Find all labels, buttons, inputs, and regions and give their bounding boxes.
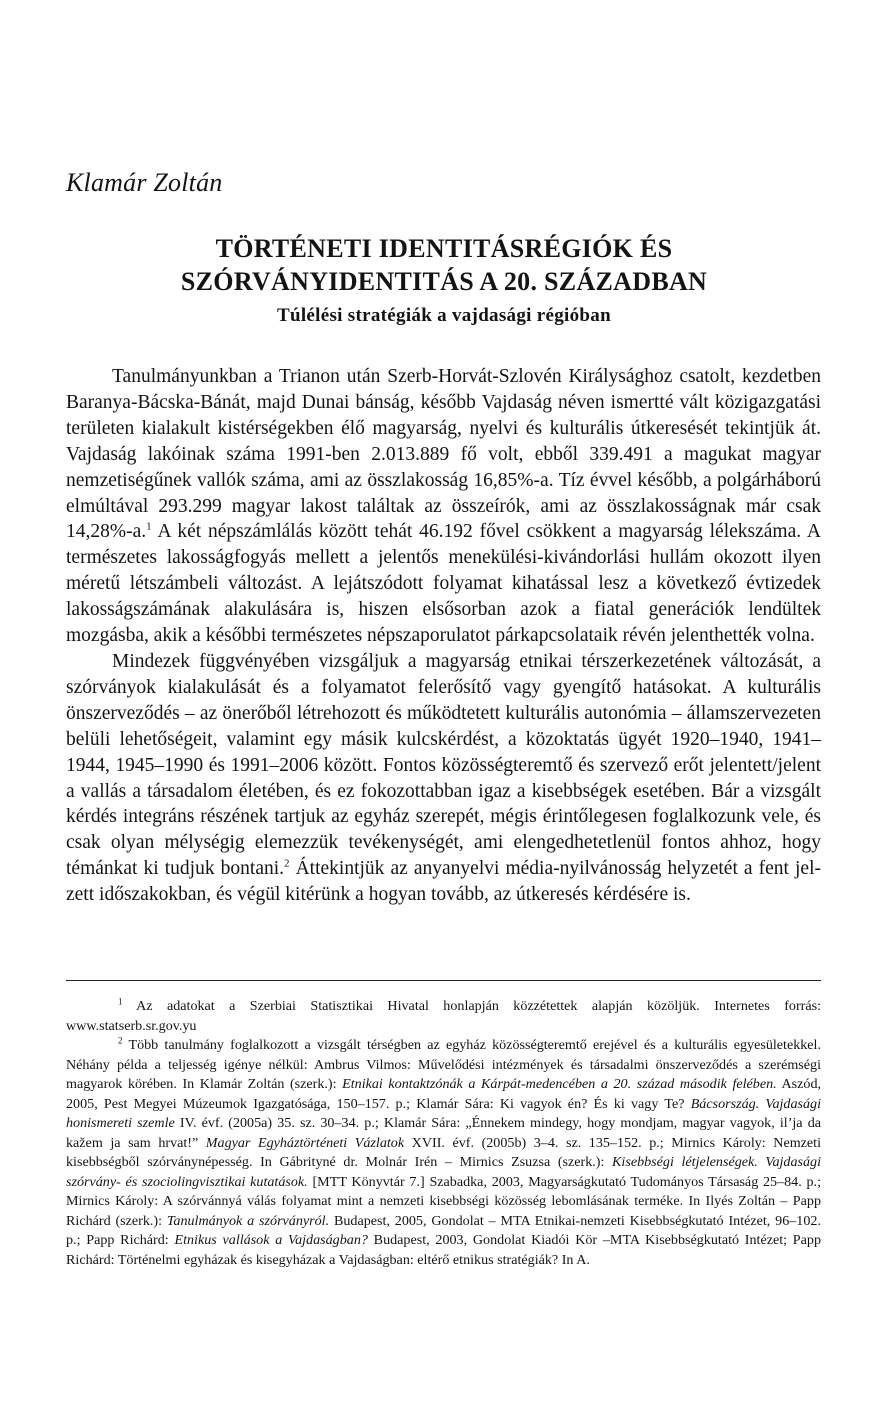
footnotes xyxy=(66,997,821,1270)
title-line-1: TÖRTÉNETI IDENTITÁSRÉGIÓK ÉS xyxy=(215,234,673,263)
footnote-2-italic: Etnikai kontaktzónák a Kárpát-medencében a 20. század második felében. xyxy=(342,1076,777,1092)
footnote-2-italic: Magyar Egyháztörténeti Vázlatok xyxy=(205,1134,405,1151)
body-text xyxy=(66,364,821,908)
paragraph-2-part-b: Áttekintjük az anyanyelvi média-nyilvánosság helyzetét a fent jelzett időszakokban, és végül kitérünk a hogyan tovább, az útkeresés kérdésére is. xyxy=(66,858,822,906)
paragraph-1-part-b: A két népszámlálás között tehát 46.192 fővel csökkent a magyarság lélekszáma. A természetes lakosságfogyás mellett a jelentős menekülési-kivándorlási hullám okozott ilyen méretű létszámbeli változást. A lejátszódott folyamat kihatással lesz a következő évtizedek lakosságszámának alakulására is, hiszen elsősorban azok a fiatal generációk lendültek mozgásba, akik a későbbi természetes népszaporulatot párkapcsolataik révén jelenthették volna. xyxy=(66,521,821,647)
paragraph-1-part-a: Tanulmányunkban a Trianon után Szerb-Horvát-Szlovén Királysághoz csatolt, kezdetben Baranya-Bácska-Bánát, majd Dunai bánság, később Vajdaság néven ismertté vált közigazgatási területen kialakult kistérségekben élő magyarság, nyelvi és kulturális útkeresését tekintjük át. Vajdaság lakóinak száma 1991-ben 2.013.889 fő volt, ebből 339.491 a magukat magyar nemzetiségűnek vallók száma, ami az összlakosság 16,85%-a. Tíz évvel később, a polgárháború elmúltával 293.299 magyar lakost találtak az összeírók, ami az összlakosságnak már csak 14,28%-a. xyxy=(66,366,821,543)
footnote-2-italic: Bácsország. Vajdasági honismereti szemle xyxy=(66,1095,821,1131)
footnote-2 xyxy=(66,1036,821,1270)
footnote-2-italic: Etnikus vallások a Vajdaságban? xyxy=(174,1232,368,1248)
footnote-2-text: Budapest, 2003, Gondolat Kiadói Kör –MTA Kisebbségkutató Intézet; Papp Richárd: Történelmi egyházak és kisegyházak a Vajdaságban: eltérő etnikus stratégiák? In A. xyxy=(66,1232,821,1268)
footnote-ref-2: 2 xyxy=(284,857,290,870)
footnote-2-text: Több tanulmány foglalkozott a vizsgált térségben az egyház közösségteremtő erejével és a kulturális egyesületekkel. Néhány példa a teljesség igénye nélkül: Ambrus Vilmos: Művelődési intézmények és társadalmi önszerveződés a szerémségi magyarok körében. In Klamár Zoltán (szerk.): xyxy=(66,1037,821,1092)
footnote-2-text: Aszód, 2005, Pest Megyei Múzeumok Igazgatósága, 150–157. p.; Klamár Sára: Ki vagyok én? És ki vagy Te? xyxy=(66,1076,822,1112)
author-name: Klamár Zoltán xyxy=(66,168,223,197)
footnote-divider xyxy=(66,980,821,981)
footnote-2-text: [MTT Könyvtár 7.] Szabadka, 2003, Magyarságkutató Tudományos Társaság 25–84. p.; Mirnics Károly: A szórvánnyá válás folyamat mint a nemzeti kisebbségi közösség lebomlásának terméke. In Ilyés Zoltán – Papp Richárd (szerk.): xyxy=(66,1173,821,1229)
paragraph-2-part-a: Mindezek függvényében vizsgáljuk a magyarság etnikai térszerkezetének változását, a szórványok kialakulását és a folyamatot felerősítő vagy gyengítő hatásokat. A kulturális önszerveződés – az önerőből létrehozott és működtetett kulturális autonómia – államszervezeten belüli lehetőségeit, valamint egy másik kulcskérdést, a közoktatás ügyét 1920–1940, 1941–1944, 1945–1990 és 1991–2006 között. Fontos közösségteremtő és szervező erőt jelentett/jelent a vallás a társadalom életében, és ez fokozottabban igaz a kisebbségek esetében. Bár a vizsgált kérdés integráns részének tartjuk az egyház szerepét, mégis érintőlegesen foglalkozunk vele, és csak olyan mélységig elemezzük tevékenységét, ami elengedhetetlenül fontos ahhoz, hogy témánkat ki tudjuk bontani. xyxy=(66,650,821,880)
title-line-2: SZÓRVÁNYIDENTITÁS A 20. SZÁZADBAN xyxy=(180,267,708,296)
footnote-1 xyxy=(66,997,821,1036)
paragraph-1 xyxy=(66,364,821,649)
article-subtitle: Túlélési stratégiák a vajdasági régióban xyxy=(277,305,611,326)
footnote-ref-1: 1 xyxy=(146,520,152,533)
footnote-2-italic: Kisebbségi létjelenségek. Vajdasági szórvány- és szociolingvisztikai kutatások. xyxy=(66,1154,821,1190)
paragraph-2 xyxy=(66,649,821,908)
footnote-2-text: IV. évf. (2005a) 35. sz. 30–34. p.; Klamár Sára: „Énnekem mindegy, hogy mondjam, magyar vagyok, il’ja da kažem ja sam hrvat!” xyxy=(66,1115,822,1151)
footnote-2-text: Budapest, 2005, Gondolat – MTA Etnikai-nemzeti Kisebbségkutató Intézet, 96–102. p.; Papp Richárd: xyxy=(66,1212,821,1248)
article-title xyxy=(0,232,888,298)
footnote-2-text: XVII. évf. (2005b) 3–4. sz. 135–152. p.; Mirnics Károly: Nemzeti kisebbségből szórványnépesség. In Gábrityné dr. Molnár Irén – Mirnics Zsuzsa (szerk.): xyxy=(66,1134,822,1170)
footnote-1-text: Az adatokat a Szerbiai Statisztikai Hivatal honlapján közzétettek alapján közöljük. Internetes forrás: www.statserb.sr.gov.yu xyxy=(66,998,821,1034)
footnote-2-number: 2 xyxy=(118,1035,123,1046)
footnote-2-italic: Tanulmányok a szórványról. xyxy=(166,1212,330,1229)
footnote-1-number: 1 xyxy=(118,996,123,1007)
